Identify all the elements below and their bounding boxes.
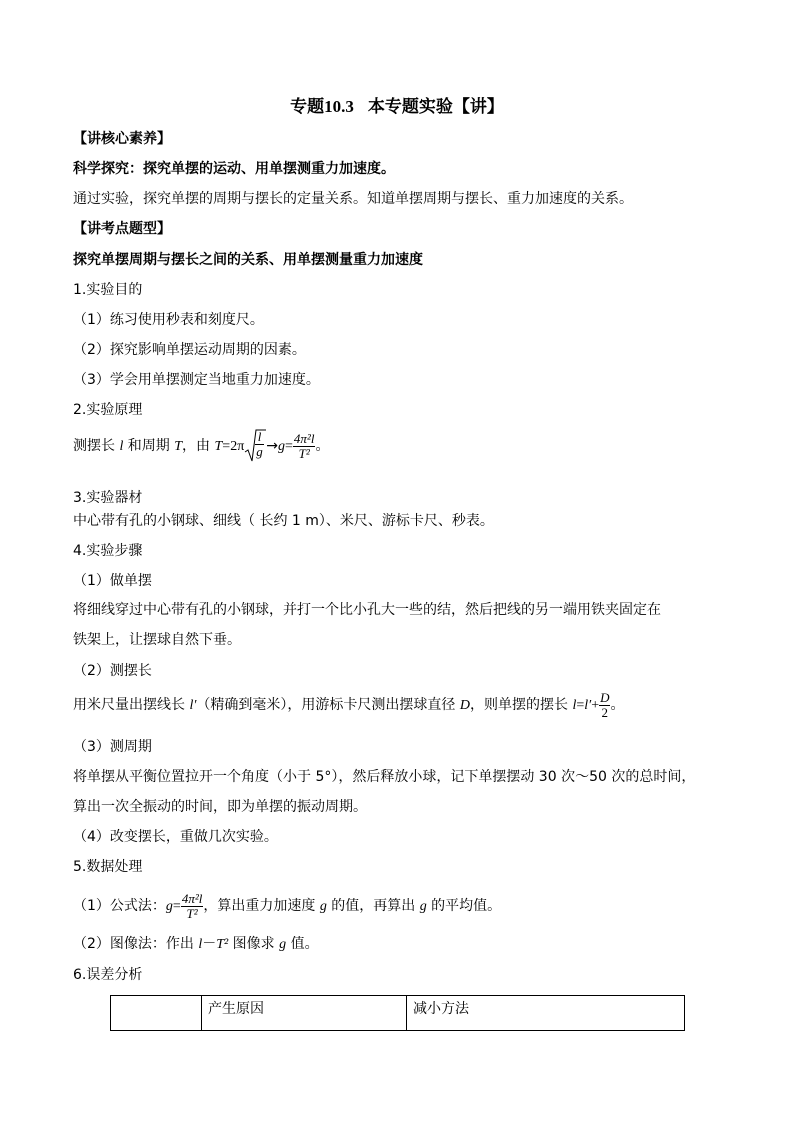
topic-heading: 探究单摆周期与摆长之间的关系、用单摆测量重力加速度: [73, 252, 423, 268]
s1-item-3: （3）学会用单摆测定当地重力加速度。: [73, 372, 320, 388]
step1-line2: 铁架上，让摆球自然下垂。: [73, 632, 241, 648]
step3-title: （3）测周期: [73, 739, 152, 755]
sqrt-symbol: $\frac{l}{g}$: [244, 428, 266, 464]
section-topics-heading: 【讲考点题型】: [73, 221, 171, 237]
s4-heading: 4.实验步骤: [73, 543, 143, 559]
step1-line1: 将细线穿过中心带有孔的小钢球，并打一个比小孔大一些的结，然后把线的另一端用铁夹固定在: [73, 602, 661, 618]
step2-text: 用米尺量出摆线长 l′（精确到毫米），用游标卡尺测出摆球直径 D，则单摆的摆长 l=l′+ $\frac{D}{2}$ 。: [73, 689, 625, 720]
s1-heading: 1.实验目的: [73, 282, 143, 298]
formula-method: （1）公式法：g= $\frac{\text{4π²l}}{\text{T²}}$ ，算出重力加速度 g 的值，再算出 g 的平均值。: [73, 890, 502, 921]
s3-heading: 3.实验器材: [73, 490, 143, 506]
table-cell-blank: [111, 996, 202, 1031]
step4-title: （4）改变摆长，重做几次实验。: [73, 829, 278, 845]
error-analysis-table: [110, 995, 685, 1031]
s5-heading: 5.数据处理: [73, 859, 143, 875]
page-title: 专题10.3 本专题实验【讲】: [290, 97, 504, 117]
s2-heading: 2.实验原理: [73, 402, 143, 418]
table-header-method: 减小方法: [407, 996, 685, 1031]
table-row: [111, 996, 685, 1031]
table-header-cause: 产生原因: [202, 996, 407, 1031]
s1-item-1: （1）练习使用秒表和刻度尺。: [73, 312, 264, 328]
core-text: 通过实验，探究单摆的周期与摆长的定量关系。知道单摆周期与摆长、重力加速度的关系。: [73, 191, 633, 207]
s3-text: 中心带有孔的小钢球、细线（ 长约 1 m）、米尺、游标卡尺、秒表。: [73, 513, 494, 529]
step3-line1: 将单摆从平衡位置拉开一个角度（小于 5°），然后释放小球，记下单摆摆动 30 次～50 次的总时间，: [73, 769, 696, 785]
step2-title: （2）测摆长: [73, 663, 152, 679]
step1-title: （1）做单摆: [73, 573, 152, 589]
graph-method: （2）图像法：作出 l－T² 图像求 g 值。: [73, 936, 319, 952]
section-core-heading: 【讲核心素养】: [73, 131, 171, 147]
s1-item-2: （2）探究影响单摆运动周期的因素。: [73, 342, 306, 358]
principle-formula-line: 测摆长 l 和周期 T，由 T=2π $\frac{l}{g}$ →g= $\frac{\text{4π²l}}{\text{T²}}$ 。: [73, 428, 329, 465]
s6-heading: 6.误差分析: [73, 967, 143, 983]
core-heading: 科学探究：探究单摆的运动、用单摆测重力加速度。: [73, 161, 395, 177]
step3-line2: 算出一次全振动的时间，即为单摆的振动周期。: [73, 799, 367, 815]
